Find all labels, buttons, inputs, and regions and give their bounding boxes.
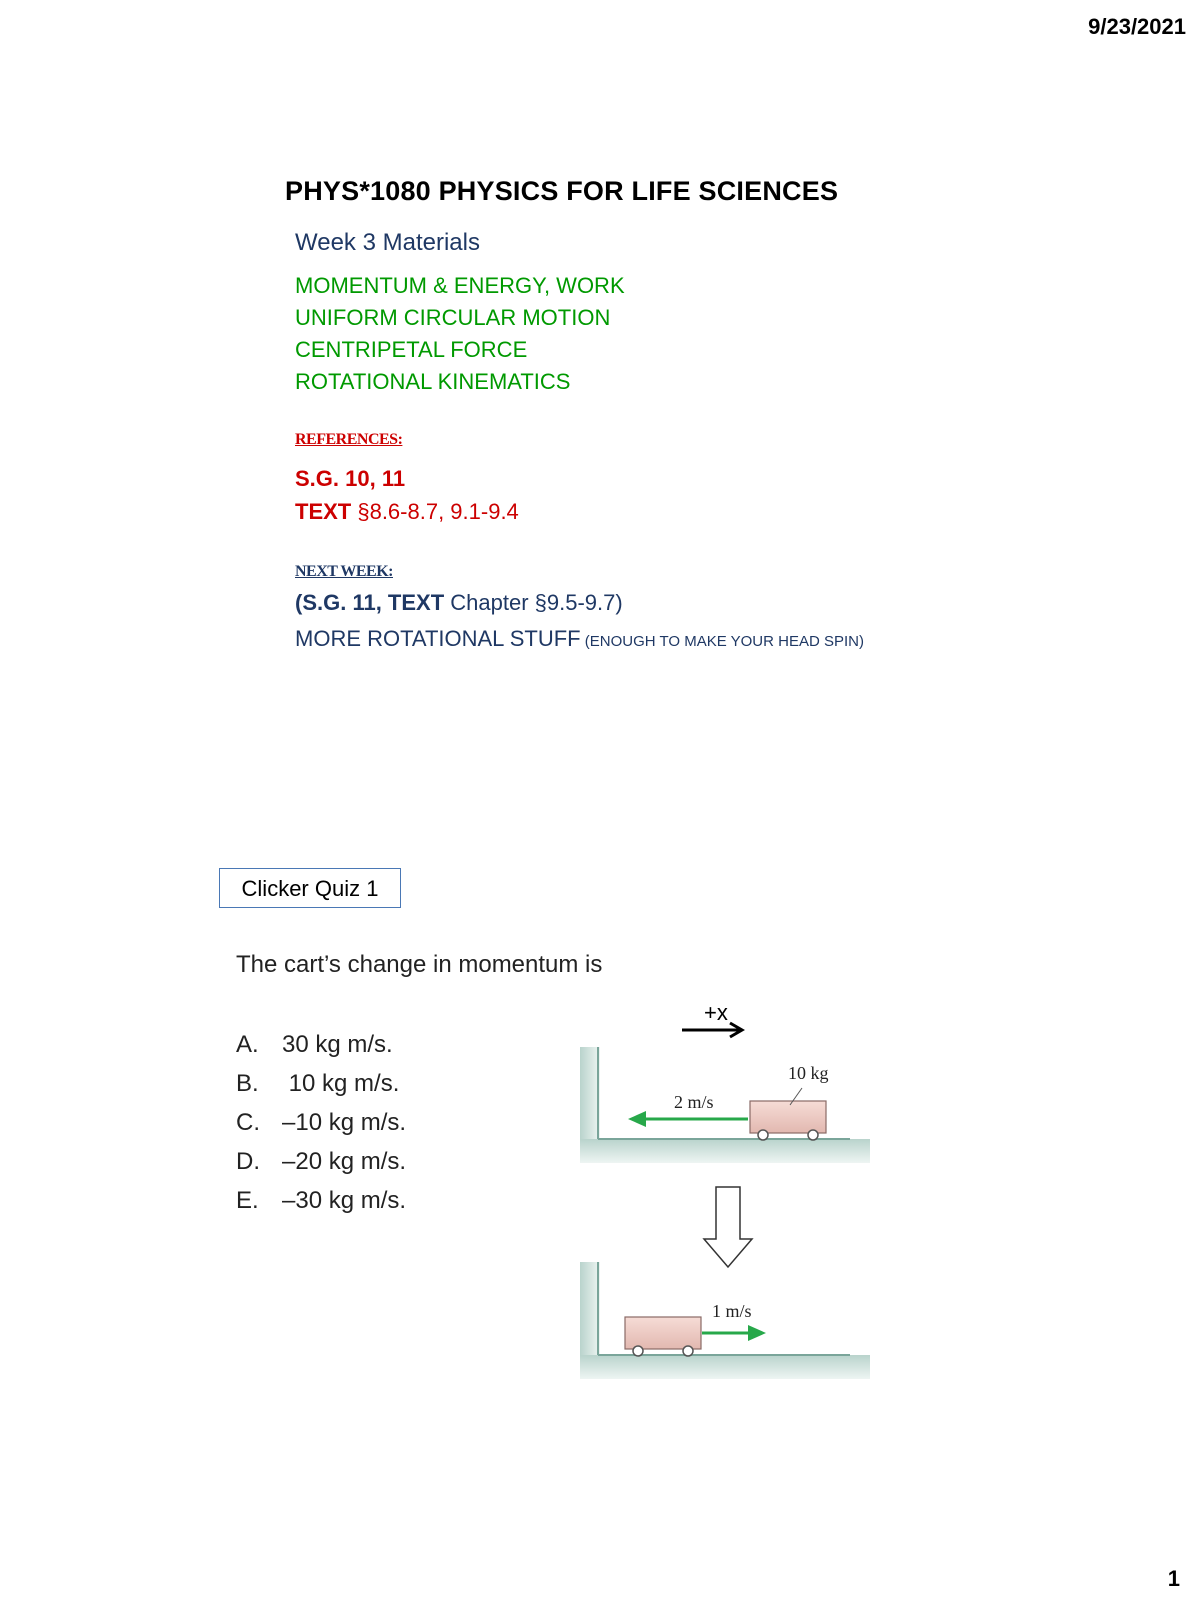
answer-letter: D. <box>236 1148 260 1175</box>
quiz-question: The cart’s change in momentum is <box>236 951 603 978</box>
cart-final <box>625 1317 701 1356</box>
floor <box>580 1355 870 1379</box>
initial-velocity-arrow <box>628 1111 748 1127</box>
next-week-line-2 <box>295 626 864 652</box>
answer-text: –20 kg m/s. <box>282 1148 407 1175</box>
week-subtitle: Week 3 Materials <box>295 229 480 256</box>
next-week-line-1 <box>295 590 623 616</box>
answer-list <box>236 1025 406 1220</box>
answer-text: –30 kg m/s. <box>282 1187 407 1214</box>
answer-letter: E. <box>236 1187 259 1214</box>
topic-item: CENTRIPETAL FORCE <box>295 337 528 362</box>
initial-velocity-label: 2 m/s <box>674 1092 714 1112</box>
floor <box>580 1139 870 1163</box>
cart-momentum-figure <box>590 1000 870 1415</box>
reference-text-label: TEXT <box>295 499 352 524</box>
final-velocity-label: 1 m/s <box>712 1301 752 1321</box>
clicker-quiz-label: Clicker Quiz 1 <box>219 868 401 908</box>
final-velocity-arrow <box>702 1325 766 1341</box>
cart-initial <box>750 1101 826 1140</box>
next-week-ref-rest: Chapter §9.5-9.7) <box>444 590 623 615</box>
axis-label: +x <box>704 1000 728 1025</box>
page-number: 1 <box>1167 1566 1180 1591</box>
course-title: PHYS*1080 PHYSICS FOR LIFE SCIENCES <box>285 176 839 206</box>
answer-letter: C. <box>236 1109 260 1136</box>
answer-option-a <box>236 1025 406 1064</box>
reference-line-sg: S.G. 10, 11 <box>295 466 406 491</box>
references-heading: REFERENCES: <box>295 431 403 448</box>
next-week-heading: NEXT WEEK: <box>295 563 393 580</box>
answer-option-d <box>236 1142 406 1181</box>
topic-list <box>295 270 625 398</box>
answer-letter: A. <box>236 1031 259 1058</box>
down-arrow-icon <box>704 1187 752 1267</box>
answer-letter: B. <box>236 1070 259 1097</box>
references-block <box>295 462 519 528</box>
next-week-topic: MORE ROTATIONAL STUFF <box>295 626 581 651</box>
next-week-ref-bold: (S.G. 11, TEXT <box>295 590 445 615</box>
mass-label: 10 kg <box>788 1063 829 1083</box>
topic-item: ROTATIONAL KINEMATICS <box>295 369 571 394</box>
page-date: 9/23/2021 <box>1088 14 1186 39</box>
answer-text: –10 kg m/s. <box>282 1109 407 1136</box>
reference-text-sections: §8.6-8.7, 9.1-9.4 <box>351 499 519 524</box>
topic-item: UNIFORM CIRCULAR MOTION <box>295 305 611 330</box>
answer-option-c <box>236 1103 406 1142</box>
next-week-joke: (ENOUGH TO MAKE YOUR HEAD SPIN) <box>580 633 864 650</box>
positive-x-axis-arrow <box>682 1023 742 1037</box>
answer-text: 30 kg m/s. <box>282 1031 393 1058</box>
topic-item: MOMENTUM & ENERGY, WORK <box>295 273 625 298</box>
answer-option-b <box>236 1064 406 1103</box>
answer-text: 10 kg m/s. <box>282 1070 400 1097</box>
answer-option-e <box>236 1181 406 1220</box>
